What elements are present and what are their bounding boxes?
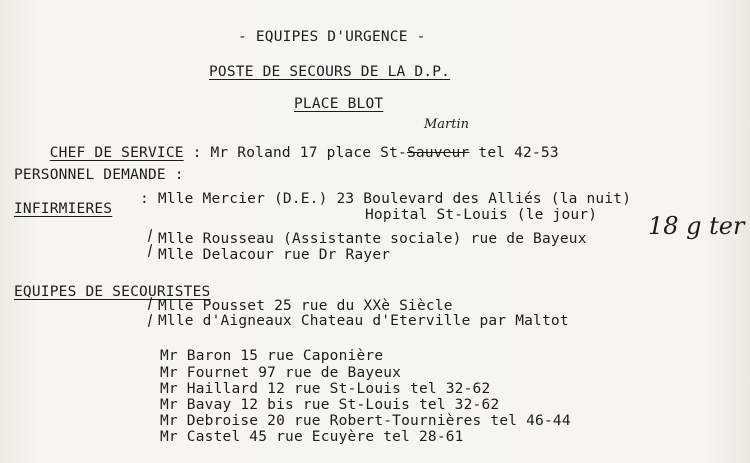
- tick-mark: /: [144, 312, 157, 330]
- place-heading: PLACE BLOT: [294, 96, 384, 112]
- infirmiere-line-4: Mlle Delacour rue Dr Rayer: [158, 247, 391, 263]
- chef-struck-word: Sauveur: [406, 144, 470, 161]
- tick-mark: /: [144, 227, 157, 245]
- handwritten-note: 18 g ter: [648, 212, 745, 240]
- document-subtitle: POSTE DE SECOURS DE LA D.P.: [209, 64, 451, 80]
- secouriste-line: Mr Fournet 97 rue de Bayeux: [160, 365, 402, 381]
- secouriste-line: Mr Bavay 12 bis rue St-Louis tel 32-62: [160, 397, 500, 413]
- chef-correction: Martin: [424, 117, 470, 132]
- equipe-line-1: Mlle Pousset 25 rue du XXè Siècle: [158, 298, 453, 314]
- equipe-line-2: Mlle d'Aigneaux Chateau d'Eterville par Maltot: [158, 313, 569, 329]
- tick-mark: /: [144, 242, 157, 260]
- secouriste-line: Mr Castel 45 rue Ecuyère tel 28-61: [160, 429, 464, 445]
- tick-mark: /: [144, 295, 157, 313]
- personnel-label: PERSONNEL DEMANDE :: [14, 167, 184, 183]
- secouriste-line: Mr Baron 15 rue Caponière: [160, 348, 384, 364]
- infirmiere-line-2: Hopital St-Louis (le jour): [365, 207, 598, 223]
- chef-label: CHEF DE SERVICE: [49, 144, 184, 161]
- document-title: - EQUIPES D'URGENCE -: [238, 29, 426, 45]
- infirmiere-line-1: : Mlle Mercier (D.E.) 23 Boulevard des Alliés (la nuit): [140, 191, 632, 207]
- secouriste-line: Mr Debroise 20 rue Robert-Tournières tel 46-44: [160, 413, 571, 429]
- infirmieres-label: INFIRMIERES: [14, 201, 113, 217]
- chef-text: : Mr Roland 17 place St-: [192, 144, 407, 161]
- secouriste-line: Mr Haillard 12 rue St-Louis tel 32-62: [160, 381, 491, 397]
- infirmiere-line-3: Mlle Rousseau (Assistante sociale) rue de Bayeux: [158, 231, 587, 247]
- chef-tail: tel 42-53: [469, 144, 559, 161]
- equipes-label: EQUIPES DE SECOURISTES: [14, 284, 211, 300]
